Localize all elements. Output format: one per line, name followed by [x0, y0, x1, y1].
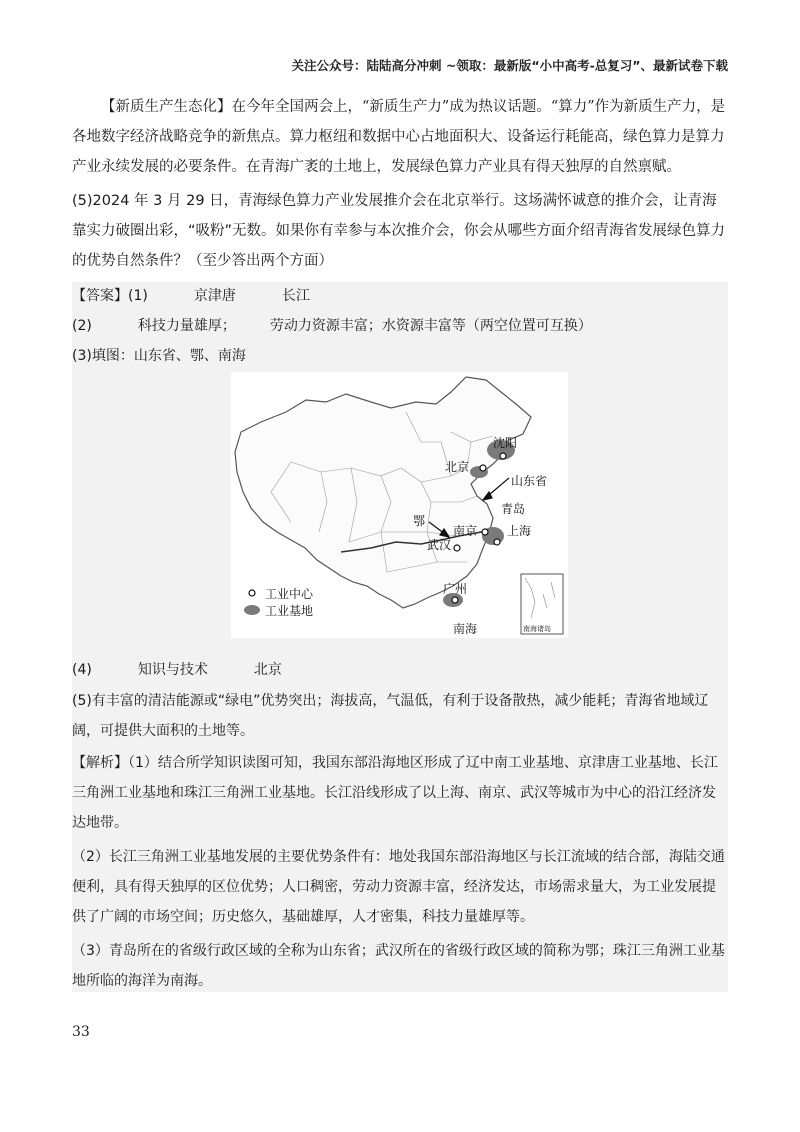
label-shanghai: 上海: [507, 524, 532, 538]
answer-1-value-2: 长江: [281, 288, 310, 304]
page-header: 关注公众号：陆陆高分冲刺 ~领取：最新版“小中高考-总复习”、最新试卷下载: [291, 58, 728, 73]
answer-2-prefix: (2): [72, 318, 92, 334]
legend-base-symbol: [244, 605, 260, 615]
answer-4-prefix: (4): [72, 662, 92, 678]
label-e: 鄂: [413, 514, 426, 528]
answer-line-2: [72, 312, 592, 340]
page-number: 33: [72, 1024, 90, 1040]
legend-center-symbol: [249, 590, 255, 596]
answer-2-value-2: 劳动力资源丰富；水资源丰富等（两空位置可互换）: [269, 318, 592, 334]
analysis-paragraph-2: （2）长江三角洲工业基地发展的主要优势条件有：地处我国东部沿海地区与长江流域的结合部，海陆交通便利，具有得天独厚的区位优势；人口稠密，劳动力资源丰富，经济发达，市场需求量大，为工业发展提供了广阔的市场空间；历史悠久，基础雄厚，人才密集，科技力量雄厚等。: [72, 849, 725, 925]
answer-4-value-1: 知识与技术: [137, 662, 208, 678]
answer-1-prefix: 【答案】(1): [72, 288, 148, 304]
label-guangzhou: 广州: [443, 582, 468, 596]
legend-base-label: 工业基地: [265, 604, 314, 618]
label-qingdao: 青岛: [501, 502, 526, 516]
answer-1-value-1: 京津唐: [193, 288, 236, 304]
analysis-paragraph-1: 【解析】（1）结合所学知识读图可知，我国东部沿海地区形成了辽中南工业基地、京津唐工业基地、长江三角洲工业基地和珠江三角洲工业基地。长江沿线形成了以上海、南京、武汉等城市为中心的沿江经济发达地带。: [72, 755, 718, 831]
label-shenyang: 沈阳: [493, 436, 518, 450]
question-5: (5)2024 年 3 月 29 日，青海绿色算力产业发展推介会在北京举行。这场满怀诚意的推介会，让青海靠实力破圈出彩，“吸粉”无数。如果你有幸参与本次推介会，你会从哪些方面介绍青海省发展绿色算力的优势自然条件？（至少答出两个方面）: [72, 193, 726, 269]
answer-line-4: [72, 656, 282, 684]
china-industry-map: [231, 372, 568, 638]
answer-line-3: (3)填图：山东省、鄂、南海: [72, 348, 246, 364]
label-beijing: 北京: [445, 460, 470, 474]
intro-paragraph: 【新质生产生态化】在今年全国两会上，“新质生产力”成为热议话题。“算力”作为新质生产力，是各地数字经济战略竞争的新焦点。算力枢纽和数据中心占地面积大、设备运行耗能高，绿色算力是算力产业永续发展的必要条件。在青海广袤的土地上，发展绿色算力产业具有得天独厚的自然禀赋。: [72, 99, 726, 175]
label-nanhai: 南海: [453, 622, 478, 636]
answer-5: (5)有丰富的清洁能源或“绿电”优势突出；海拔高，气温低，有利于设备散热，减少能耗；青海省地域辽阔，可提供大面积的土地等。: [72, 693, 709, 739]
analysis-paragraph-3: （3）青岛所在的省级行政区域的全称为山东省；武汉所在的省级行政区域的简称为鄂；珠江三角洲工业基地所临的海洋为南海。: [72, 943, 725, 989]
inset-label: 南海诸岛: [523, 625, 551, 633]
legend-center-label: 工业中心: [265, 587, 314, 601]
answer-2-value-1: 科技力量雄厚；: [137, 318, 236, 334]
label-nanjing: 南京: [453, 524, 478, 538]
china-outline: [235, 377, 531, 608]
label-shandong: 山东省: [511, 474, 548, 488]
answer-line-1: [72, 282, 310, 310]
answer-4-value-2: 北京: [253, 662, 282, 678]
label-wuhan: 武汉: [427, 538, 452, 552]
